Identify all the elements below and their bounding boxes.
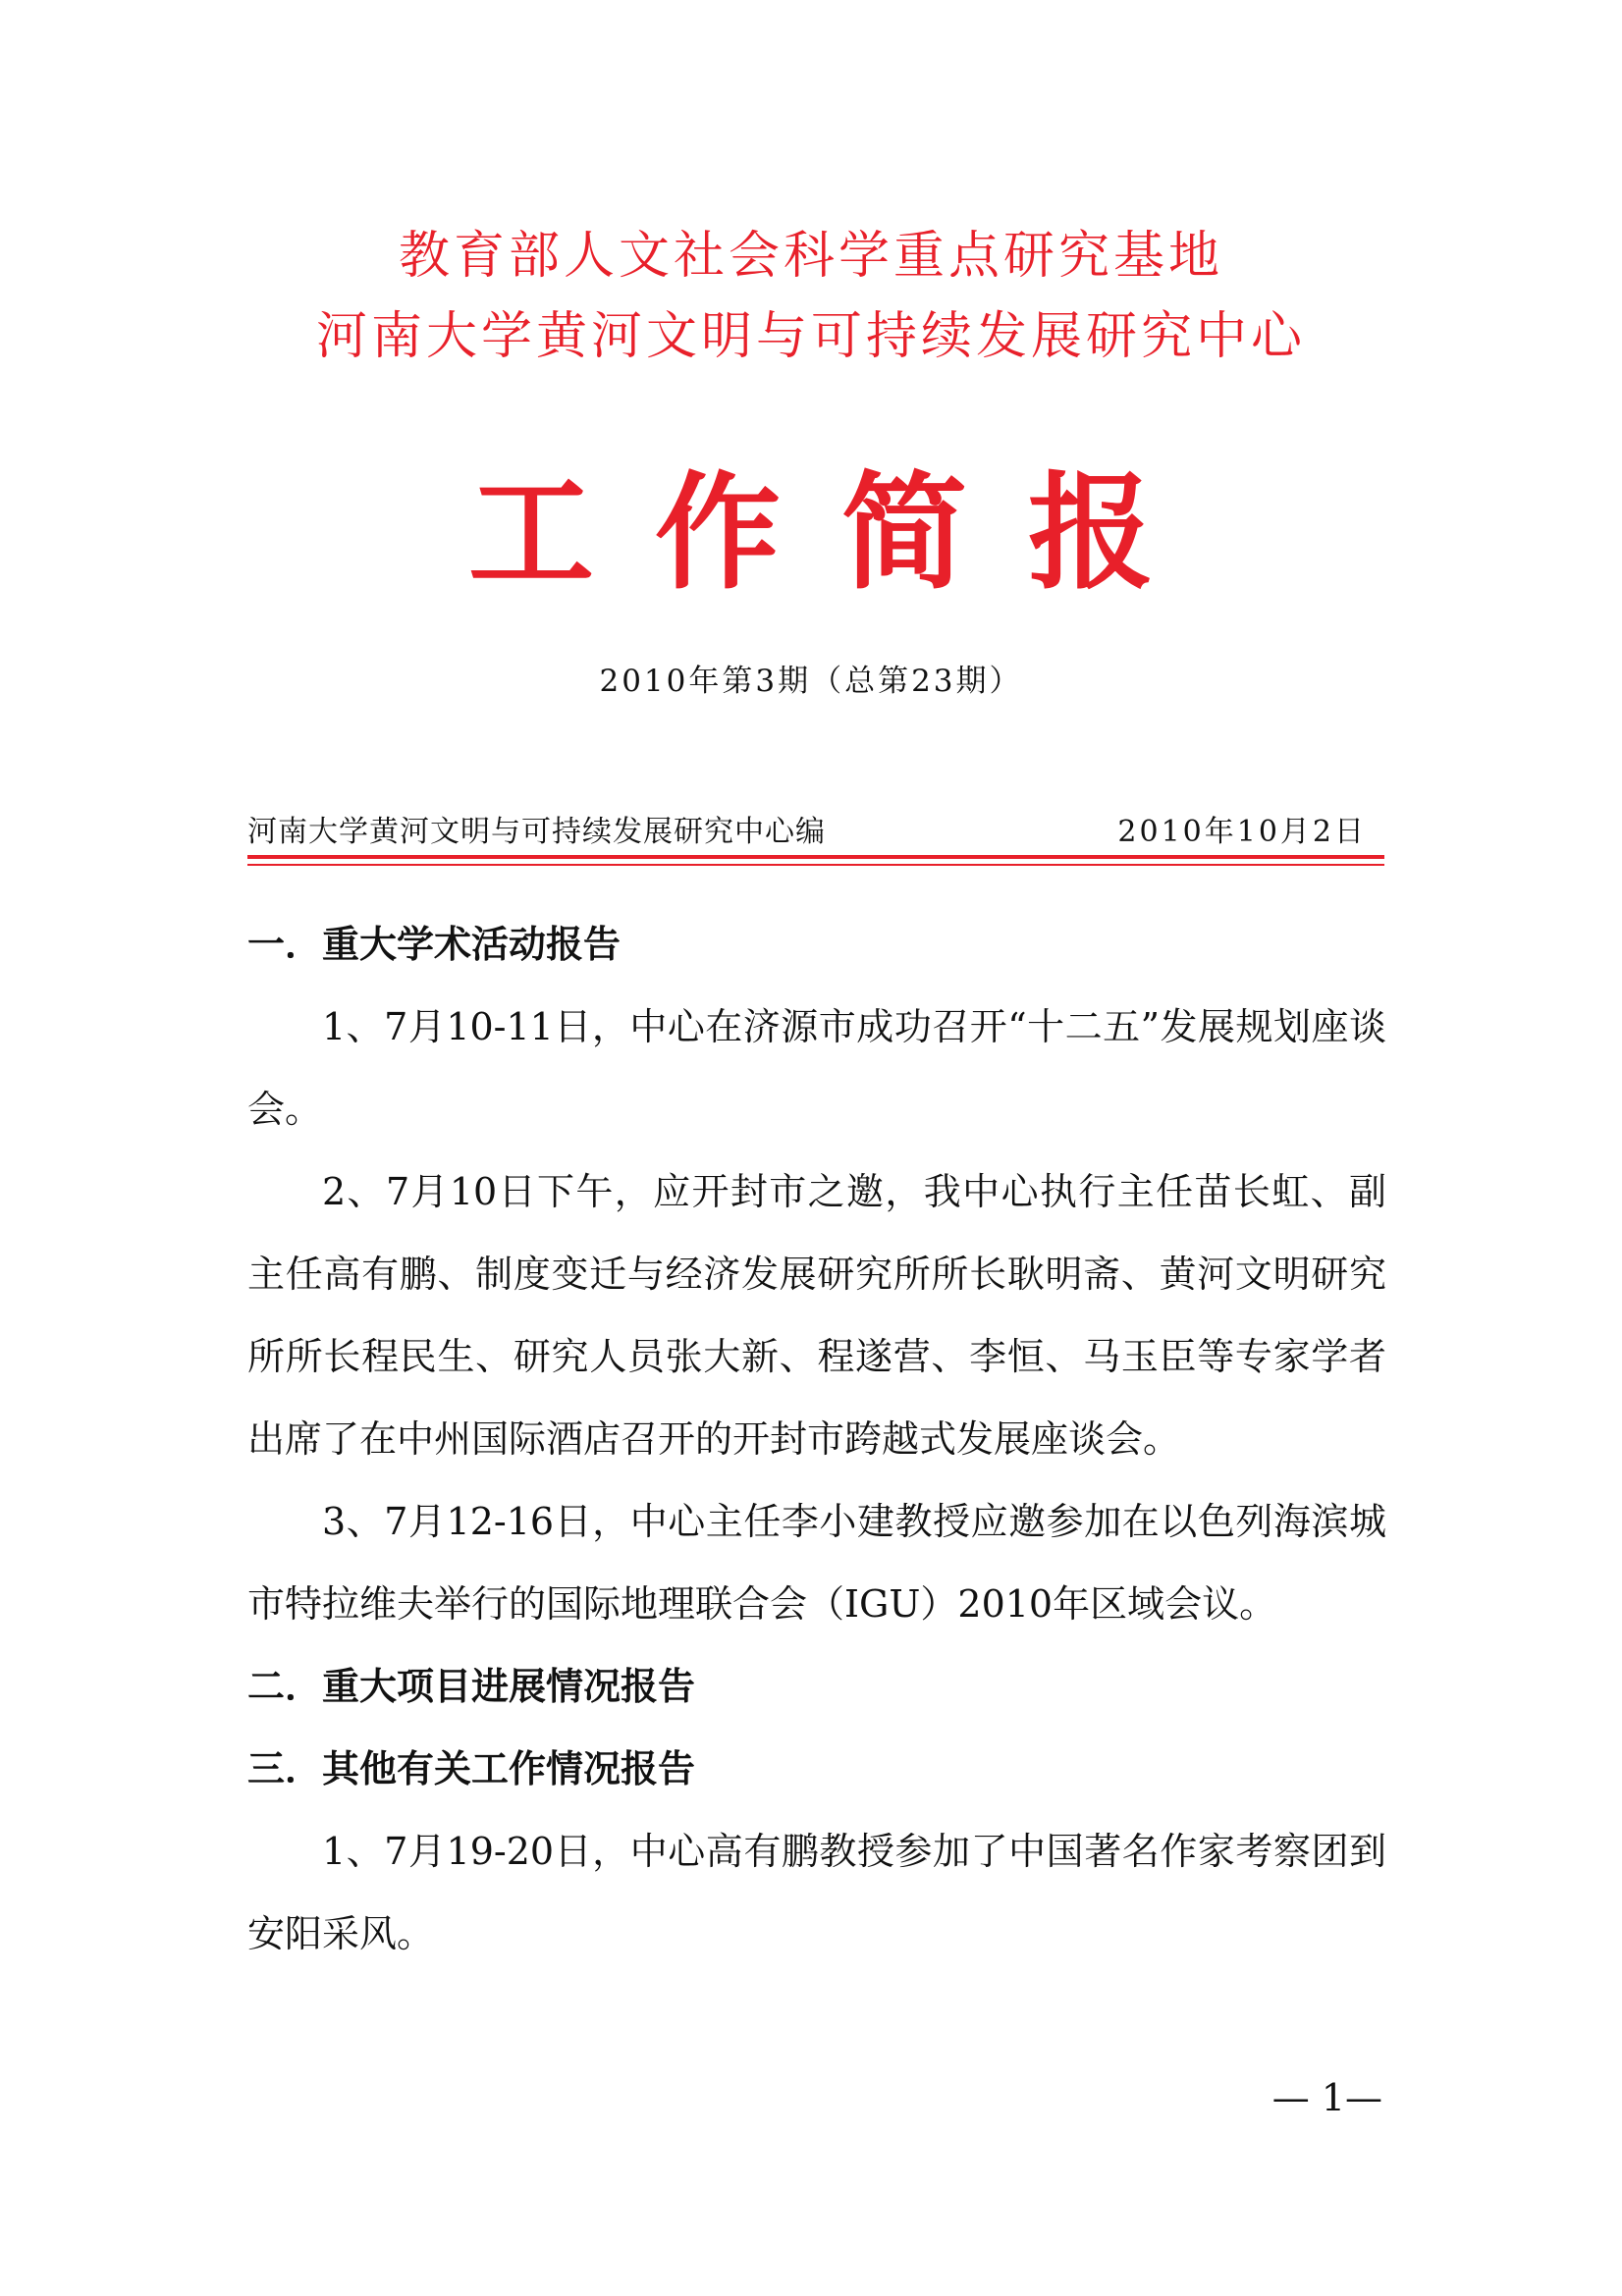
- body-paragraph: 1、7月19-20日，中心高有鹏教授参加了中国著名作家考察团到安阳采风。: [247, 1830, 1386, 1955]
- issue-number: 2010年第3期（总第23期）: [599, 664, 1023, 699]
- red-divider-thin: [247, 864, 1384, 866]
- red-divider-thick: [247, 855, 1384, 859]
- section-heading: 三．其他有关工作情况报告: [247, 1747, 696, 1790]
- org-name-line-1: 教育部人文社会科学重点研究基地: [398, 227, 1223, 286]
- publish-date: 2010年10月2日: [1117, 815, 1367, 849]
- bulletin-title: 工作简报: [467, 460, 1215, 607]
- page-number: — 1—: [1271, 2076, 1382, 2119]
- body-paragraph: 1、7月10-11日，中心在济源市成功召开“十二五”发展规划座谈会。: [247, 1005, 1386, 1131]
- body-paragraph: 3、7月12-16日，中心主任李小建教授应邀参加在以色列海滨城市特拉维夫举行的国际地理联合会（IGU）2010年区域会议。: [247, 1500, 1386, 1626]
- body-content: [247, 903, 1386, 1975]
- section-heading: 二．重大项目进展情况报告: [247, 1665, 696, 1708]
- org-name-line-2: 河南大学黄河文明与可持续发展研究中心: [315, 307, 1306, 366]
- editor-line: 河南大学黄河文明与可持续发展研究中心编: [247, 815, 826, 849]
- section-heading: 一．重大学术活动报告: [247, 923, 622, 966]
- body-paragraph: 2、7月10日下午，应开封市之邀，我中心执行主任苗长虹、副主任高有鹏、制度变迁与经济发展研究所所长耿明斋、黄河文明研究所所长程民生、研究人员张大新、程遂营、李恒、马玉臣等专家学者出席了在中州国际酒店召开的开封市跨越式发展座谈会。: [247, 1170, 1386, 1461]
